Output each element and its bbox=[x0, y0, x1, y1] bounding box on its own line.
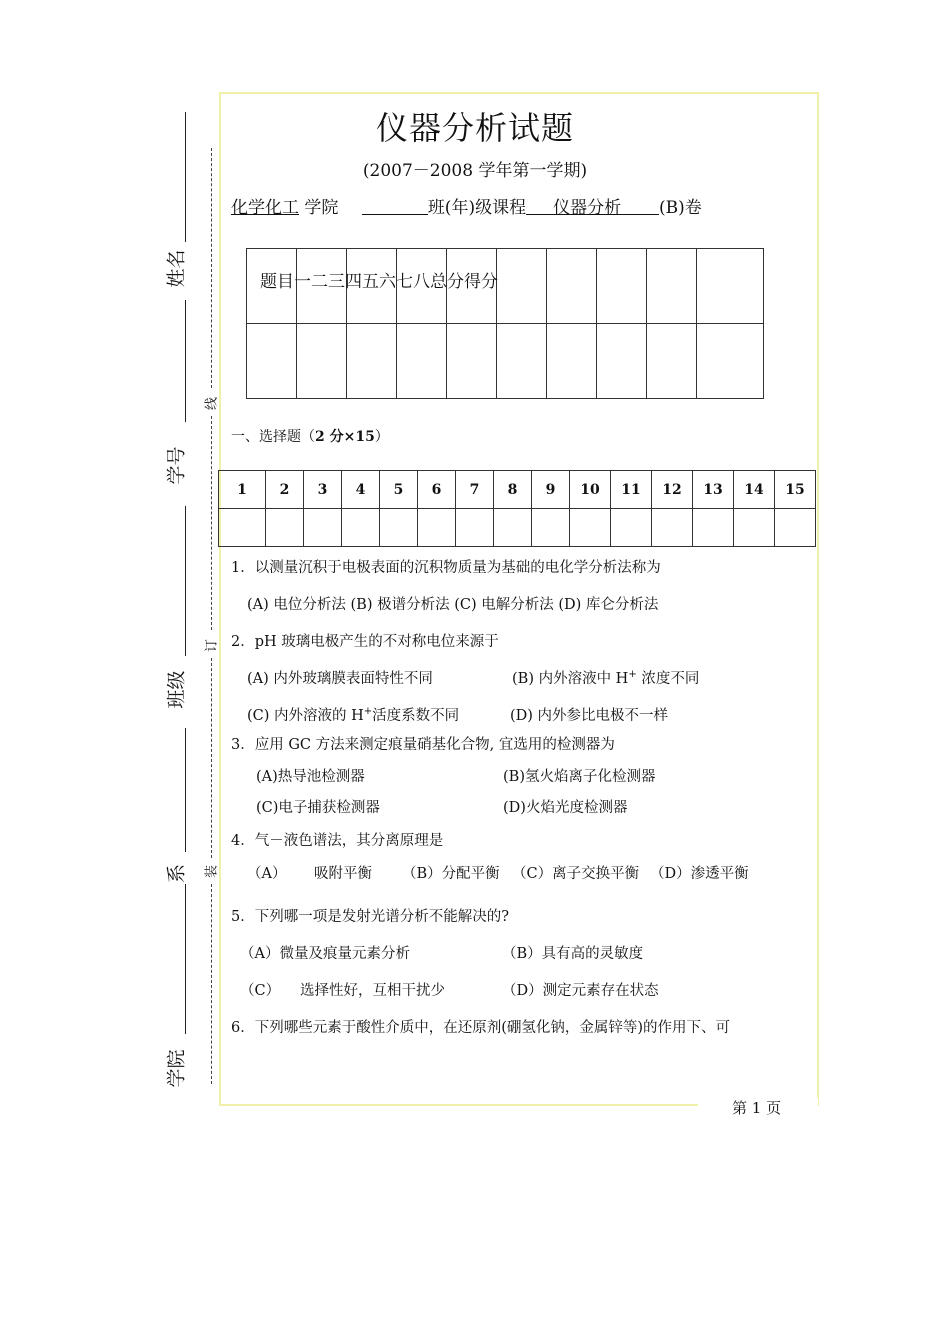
question-2-option-c-pre: (C) 内外溶液的 H bbox=[247, 708, 364, 724]
school-name: 化学化工 bbox=[231, 198, 299, 218]
score-table-header-text: 题目一二三四五六七八总分得分 bbox=[260, 272, 498, 292]
score-cell[interactable] bbox=[247, 324, 297, 399]
answer-cell[interactable] bbox=[456, 509, 494, 547]
answer-cell[interactable] bbox=[734, 509, 775, 547]
answer-number: 11 bbox=[611, 471, 652, 509]
score-cell[interactable] bbox=[497, 324, 547, 399]
school-suffix: 学院 bbox=[299, 198, 339, 218]
question-4-stem: 4．气－液色谱法，其分离原理是 bbox=[231, 833, 444, 849]
binding-char-bind: 装 bbox=[204, 865, 220, 879]
section-heading-points: 2 分×15 bbox=[315, 429, 375, 445]
question-3-option-b: (B)氢火焰离子化检测器 bbox=[503, 769, 656, 785]
answer-number: 12 bbox=[652, 471, 693, 509]
answer-number: 4 bbox=[342, 471, 380, 509]
question-5-option-b: （B）具有高的灵敏度 bbox=[502, 946, 644, 962]
answer-cell[interactable] bbox=[418, 509, 456, 547]
answer-number: 13 bbox=[693, 471, 734, 509]
score-cell bbox=[547, 249, 597, 324]
binding-char-staple: 订 bbox=[204, 639, 220, 653]
margin-label-student-id: 学号 bbox=[165, 446, 188, 485]
margin-rule bbox=[185, 884, 186, 1034]
binding-dashed-line bbox=[211, 148, 212, 388]
answer-cell[interactable] bbox=[775, 509, 816, 547]
question-2-stem: 2．pH 玻璃电极产生的不对称电位来源于 bbox=[231, 634, 499, 650]
binding-char-line: 线 bbox=[204, 397, 220, 411]
binding-dashed-line bbox=[211, 884, 212, 1084]
margin-label-class: 班级 bbox=[165, 670, 188, 709]
score-cell[interactable] bbox=[697, 324, 764, 399]
superscript-plus: + bbox=[363, 706, 373, 718]
score-cell bbox=[597, 249, 647, 324]
score-cell[interactable] bbox=[347, 324, 397, 399]
question-5-stem: 5．下列哪一项是发射光谱分析不能解决的? bbox=[231, 909, 509, 925]
answer-cell[interactable] bbox=[532, 509, 570, 547]
question-2-option-b-pre: (B) 内外溶液中 H bbox=[512, 671, 629, 687]
exam-title: 仪器分析试题 bbox=[375, 109, 574, 147]
question-3-option-a: (A)热导池检测器 bbox=[256, 769, 365, 785]
question-5-option-a: （A）微量及痕量元素分析 bbox=[240, 946, 410, 962]
course-name bbox=[526, 198, 659, 218]
exam-subtitle: (2007－2008 学年第一学期) bbox=[362, 161, 588, 181]
section-heading-prefix: 一、选择题（ bbox=[231, 429, 315, 445]
question-4-option-d: （D）渗透平衡 bbox=[650, 866, 749, 882]
answer-cell[interactable] bbox=[304, 509, 342, 547]
question-5-option-d: （D）测定元素存在状态 bbox=[502, 983, 659, 999]
class-blank bbox=[362, 196, 428, 215]
answer-cell[interactable] bbox=[570, 509, 611, 547]
answer-number-row bbox=[219, 471, 816, 509]
binding-dashed-line bbox=[211, 416, 212, 630]
score-cell bbox=[497, 249, 547, 324]
margin-label-college: 学院 bbox=[165, 1049, 188, 1088]
answer-number: 5 bbox=[380, 471, 418, 509]
margin-rule bbox=[185, 300, 186, 422]
margin-rule bbox=[185, 506, 186, 656]
score-cell bbox=[697, 249, 764, 324]
answer-cell[interactable] bbox=[611, 509, 652, 547]
page-number: 第 1 页 bbox=[732, 1099, 782, 1117]
answer-cell[interactable] bbox=[693, 509, 734, 547]
answer-number: 15 bbox=[775, 471, 816, 509]
score-cell[interactable] bbox=[547, 324, 597, 399]
margin-label-name: 姓名 bbox=[165, 249, 188, 288]
score-table-value-row bbox=[247, 324, 764, 399]
score-cell[interactable] bbox=[647, 324, 697, 399]
answer-number: 1 bbox=[219, 471, 266, 509]
question-6-stem: 6．下列哪些元素于酸性介质中，在还原剂(硼氢化钠，金属锌等)的作用下、可 bbox=[231, 1020, 731, 1036]
answer-cell[interactable] bbox=[342, 509, 380, 547]
answer-number: 2 bbox=[266, 471, 304, 509]
answer-number: 3 bbox=[304, 471, 342, 509]
question-1-stem: 1．以测量沉积于电极表面的沉积物质量为基础的电化学分析法称为 bbox=[231, 560, 661, 576]
question-2-option-c-post: 活度系数不同 bbox=[372, 708, 460, 724]
answer-number: 6 bbox=[418, 471, 456, 509]
question-4-option-b: （B）分配平衡 bbox=[402, 866, 500, 882]
answer-number: 14 bbox=[734, 471, 775, 509]
answer-number: 8 bbox=[494, 471, 532, 509]
question-4-option-a: （A） bbox=[247, 866, 287, 882]
question-2-option-b-post: 浓度不同 bbox=[636, 671, 700, 687]
question-2-option-c bbox=[247, 704, 459, 725]
score-cell[interactable] bbox=[397, 324, 447, 399]
answer-cell[interactable] bbox=[266, 509, 304, 547]
margin-rule bbox=[185, 728, 186, 852]
course-line bbox=[231, 193, 702, 218]
question-2-option-a: (A) 内外玻璃膜表面特性不同 bbox=[247, 671, 433, 687]
superscript-plus: + bbox=[628, 669, 637, 681]
score-cell bbox=[647, 249, 697, 324]
answer-number: 9 bbox=[532, 471, 570, 509]
paper-label: (B)卷 bbox=[658, 198, 702, 218]
answer-cell[interactable] bbox=[219, 509, 266, 547]
question-1-options: (A) 电位分析法 (B) 极谱分析法 (C) 电解分析法 (D) 库仑分析法 bbox=[247, 597, 659, 613]
course-name-text: 仪器分析 bbox=[553, 198, 622, 218]
answer-number: 7 bbox=[456, 471, 494, 509]
answer-cell[interactable] bbox=[494, 509, 532, 547]
score-cell[interactable] bbox=[297, 324, 347, 399]
answer-table bbox=[218, 470, 816, 547]
question-5-option-c-text: 选择性好，互相干扰少 bbox=[300, 983, 445, 999]
class-suffix: 班(年)级课程 bbox=[427, 198, 527, 218]
question-2-option-d: (D) 内外参比电极不一样 bbox=[510, 708, 669, 724]
answer-cell[interactable] bbox=[652, 509, 693, 547]
question-2-option-b bbox=[512, 667, 699, 688]
binding-dashed-line bbox=[211, 658, 212, 858]
question-3-stem: 3．应用 GC 方法来测定痕量硝基化合物, 宜选用的检测器为 bbox=[231, 737, 615, 753]
margin-label-department: 系 bbox=[165, 864, 188, 884]
question-5-option-c: （C） bbox=[240, 983, 281, 999]
answer-blank-row bbox=[219, 509, 816, 547]
question-4-option-c: （C）离子交换平衡 bbox=[512, 866, 640, 882]
score-cell[interactable] bbox=[447, 324, 497, 399]
section-heading bbox=[231, 426, 389, 446]
score-cell[interactable] bbox=[597, 324, 647, 399]
answer-number: 10 bbox=[570, 471, 611, 509]
section-heading-suffix: ） bbox=[374, 429, 389, 445]
question-3-option-d: (D)火焰光度检测器 bbox=[503, 800, 628, 816]
answer-cell[interactable] bbox=[380, 509, 418, 547]
question-4-option-a-text: 吸附平衡 bbox=[314, 866, 372, 882]
question-3-option-c: (C)电子捕获检测器 bbox=[256, 800, 380, 816]
